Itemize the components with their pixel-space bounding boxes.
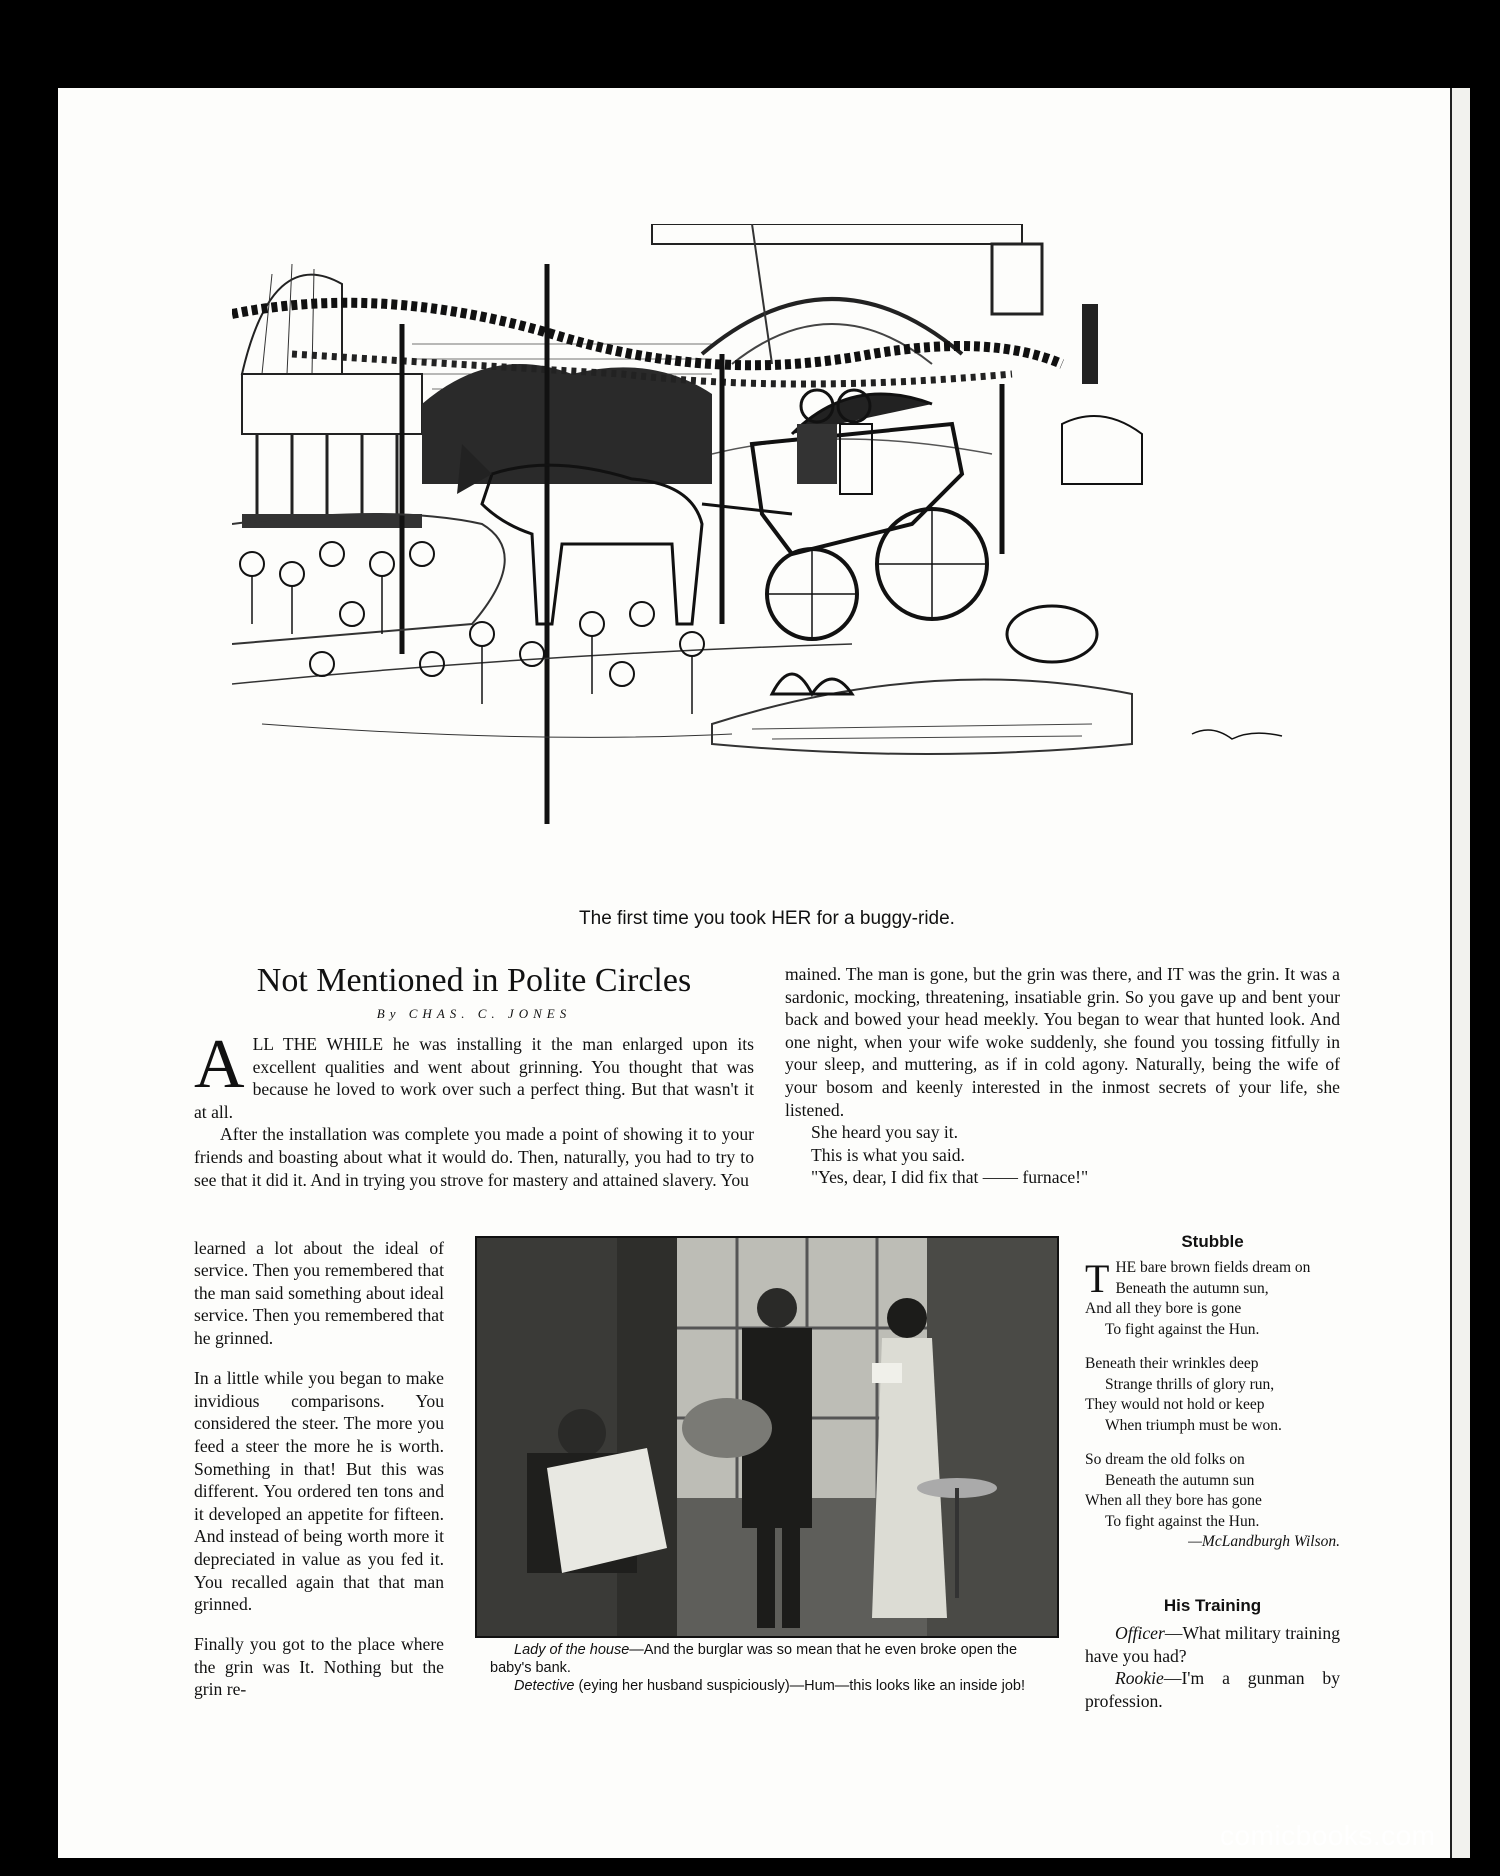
training-line-officer: —What military training have you had? <box>1085 1623 1340 1666</box>
article-paragraph-1: LL THE WHILE he was installing it the man enlarged upon its excellent qualities and went about grinning. You thought that was because he loved to work over such a perfect thing. But that wasn't it at all. <box>194 1034 754 1122</box>
site-watermark: comicbooks.com <box>1220 1820 1436 1851</box>
caption-speaker-detective: Detective <box>514 1678 575 1694</box>
article-paragraph-7: "Yes, dear, I did fix that —— furnace!" <box>811 1167 1089 1188</box>
poem-drop-cap: T <box>1085 1256 1110 1301</box>
poem-line: To fight against the Hun. <box>1105 1320 1260 1338</box>
training-title: His Training <box>1163 1596 1262 1615</box>
burglar-scene-photo <box>475 1236 1059 1638</box>
caption-line-detective: (eying her husband suspiciously)—Hum—this looks like an inside job! <box>574 1678 1025 1694</box>
poem-line: Beneath the autumn sun, <box>1115 1279 1269 1297</box>
article-column-right <box>785 963 1340 1189</box>
poem-line: So dream the old folks on <box>1085 1451 1245 1468</box>
article-paragraph-3: In a little while you began to make invidious comparisons. You considered the steer. The more you feed a steer the more he is worth. Something in that! But this was different. You ordered ten tons and it developed an appetite for fifteen. And instead of being worth more it depreciated in value as you fed it. You recalled again that that man grinned. <box>194 1368 444 1615</box>
next-page-edge <box>1450 88 1470 1858</box>
drop-cap: A <box>194 1026 245 1103</box>
training-line-rookie: —I'm a gunman by profession. <box>1085 1668 1340 1711</box>
article-paragraph-6: This is what you said. <box>811 1144 965 1165</box>
poem-line: Beneath their wrinkles deep <box>1085 1355 1259 1372</box>
photo-caption <box>490 1641 1042 1695</box>
training-body <box>1085 1622 1340 1712</box>
burglar-scene-drawing <box>477 1238 1057 1636</box>
poem-attribution: —McLandburgh Wilson. <box>1188 1533 1340 1550</box>
illustration-caption: The first time you took HER for a buggy-ride. <box>579 908 955 929</box>
poem-line: HE bare brown fields dream on <box>1115 1259 1311 1276</box>
poem-line: And all they bore is gone <box>1085 1300 1242 1317</box>
article-paragraph-2-cont: learned a lot about the ideal of service. Then you remembered that the man said something about ideal service. Then you remembered that he grinned. <box>194 1237 444 1348</box>
poem-line: Beneath the autumn sun <box>1105 1471 1255 1489</box>
article-paragraph-4-cont: mained. The man is gone, but the grin was there, and IT was the grin. It was a sardonic, mocking, threatening, insatiable grin. So you gave up and bent your back and bowed your head meekly. You began to wear that hunted look. And one night, when your wife woke suddenly, she found you tossing fitfully in your sleep, and muttering, as if in cold agony. Naturally, being the wife of your bosom and keenly interested in the inmost secrets of your life, she listened. <box>785 964 1340 1120</box>
poem-line: When all they bore has gone <box>1085 1492 1262 1509</box>
caption-line-lady: —And the burglar was so mean that he even broke open the baby's bank. <box>490 1642 1018 1676</box>
article-column-left <box>194 1026 754 1191</box>
article-title: Not Mentioned in Polite Circles <box>256 962 692 999</box>
article-paragraph-4: Finally you got to the place where the grin was It. Nothing but the grin re- <box>194 1634 444 1700</box>
article-byline: By CHAS. C. JONES <box>376 1006 572 1021</box>
poem-line: They would not hold or keep <box>1085 1396 1265 1413</box>
article-paragraph-2: After the installation was complete you made a point of showing it to your friends and boasting about what it would do. Then, naturally, you had to try to see that it did it. And in trying you strove for mastery and attained slavery. You <box>194 1124 754 1190</box>
poem-title: Stubble <box>1181 1232 1244 1251</box>
article-column-narrow <box>194 1219 444 1719</box>
training-speaker-officer: Officer <box>1115 1623 1165 1643</box>
poem-line: When triumph must be won. <box>1105 1416 1282 1434</box>
poem-body <box>1085 1258 1340 1567</box>
caption-speaker-lady: Lady of the house <box>514 1642 630 1658</box>
poem-line: Strange thrills of glory run, <box>1105 1375 1275 1393</box>
buggy-ride-illustration <box>232 224 1302 892</box>
poem-line: To fight against the Hun. <box>1105 1512 1260 1530</box>
training-speaker-rookie: Rookie <box>1115 1668 1164 1689</box>
article-paragraph-5: She heard you say it. <box>811 1122 959 1143</box>
